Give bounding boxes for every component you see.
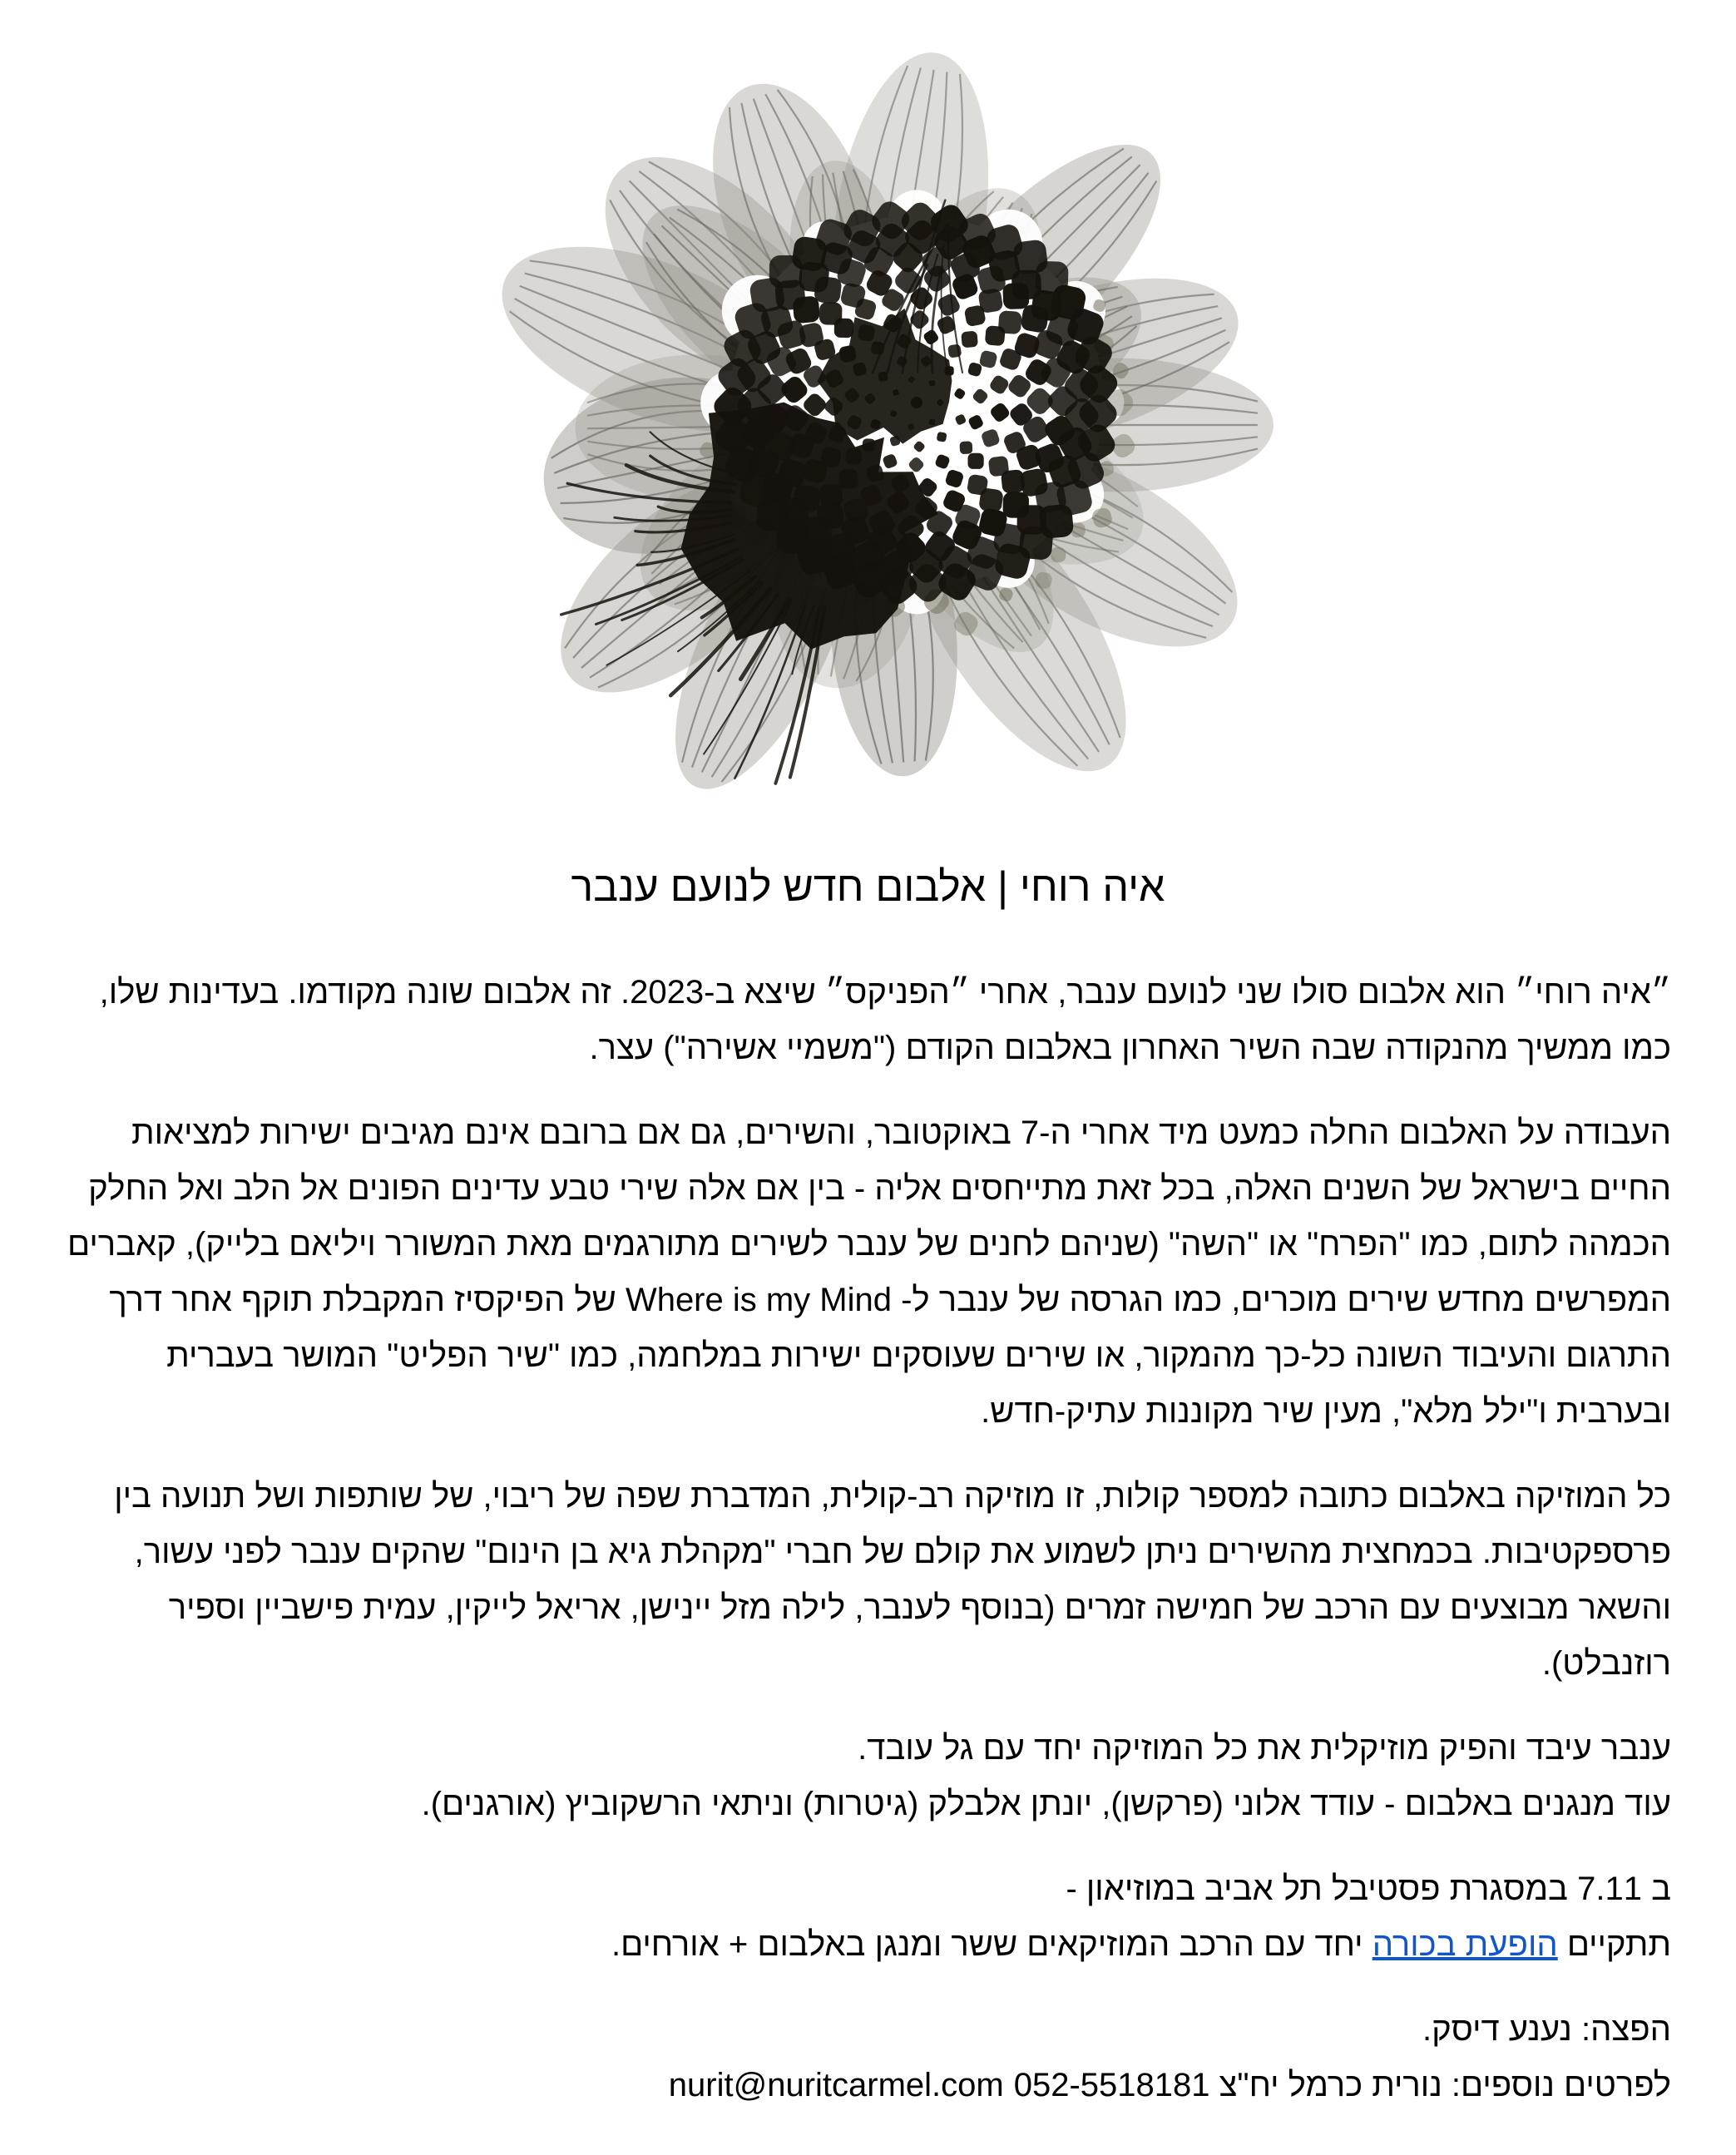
paragraph-work: העבודה על האלבום החלה כמעט מיד אחרי ה-7 באוקטובר, והשירים, גם אם ברובם אינם מגיבים ישירות למציאות החיים בישראל של השנים האלה, בכל זאת מתייחסים אליה - בין אם אלה שירי טבע עדינים הפונים אל הלב ואל החלק הכמהה לתום, כמו "הפרח" או "השה" (שניהם לחנים של ענבר לשירים מתורגמים מאת המשורר ויליאם בלייק), קאברים המפרשים מחדש שירים מוכרים, כמו הגרסה של ענבר ל- Where is my Mind של הפיקסיז המקבלת תוקף אחר דרך התרגום והעיבוד השונה כל-כך מהמקור, או שירים שעוסקים ישירות במלחמה, כמו "שיר הפליט" המושר בעברית ובערבית ו"ילל מלא", מעין שיר מקוננות עתיק-חדש. (67, 1115, 1671, 1430)
contact-ltr-block (669, 2067, 1210, 2103)
flower-ink-artwork (453, 5, 1284, 837)
paragraph-intro: ״איה רוחי״ הוא אלבום סולו שני לנועם ענבר, אחרי ״הפניקס״ שיצא ב-2023. זה אלבום שונה מקודמו. בעדינות שלו, כמו ממשיך מהנקודה שבה השיר האחרון באלבום הקודם ("משמיי אשירה") עצר. (99, 974, 1671, 1066)
album-cover-art (453, 0, 1284, 837)
distribution-line: הפצה: נענע דיסק. (1422, 2011, 1671, 2048)
paragraph-contact (65, 2002, 1671, 2113)
credits-line-1: ענבר עיבד והפיק מוזיקלית את כל המוזיקה יחד עם גל עובד. (858, 1730, 1671, 1767)
paragraph-voices: כל המוזיקה באלבום כתובה למספר קולות, זו מוזיקה רב-קולית, המדברת שפה של ריבוי, של שותפות ושל תנועה בין פרספקטיבות. בכמחצית מהשירים ניתן לשמוע את קולם של חברי "מקהלת גיא בן הינום" שהקים ענבר לפני עשור, והשאר מבוצעים עם הרכב של חמישה זמרים (בנוסף לענבר, לילה מזל יינישן, אריאל לייקין, עמית פישביין וספיר רוזנבלט). (114, 1478, 1671, 1682)
press-text (65, 965, 1671, 2113)
page-title: איה רוחי | אלבום חדש לנועם ענבר (571, 863, 1165, 910)
paragraph-credits (65, 1721, 1671, 1832)
credits-line-2: עוד מנגנים באלבום - עודד אלוני (פרקשן), יונתן אלבלק (גיטרות) וניתאי הרשקוביץ (אורגנים). (421, 1786, 1671, 1822)
contact-phone: 052-5518181 (1013, 2067, 1210, 2103)
premiere-link[interactable]: הופעת בכורה (1372, 1926, 1558, 1963)
premiere-line-2-before: תתקיים (1557, 1926, 1671, 1963)
paragraph-premiere (65, 1861, 1671, 1973)
premiere-line-2-after: יחד עם הרכב המוזיקאים ששר ומנגן באלבום + אורחים. (611, 1926, 1372, 1963)
contact-email: nurit@nuritcarmel.com (668, 2067, 1004, 2103)
contact-label: לפרטים נוספים: נורית כרמל יח"צ (1209, 2067, 1671, 2103)
premiere-line-1: ב 7.11 במסגרת פסטיבל תל אביב במוזיאון - (1066, 1871, 1671, 1907)
